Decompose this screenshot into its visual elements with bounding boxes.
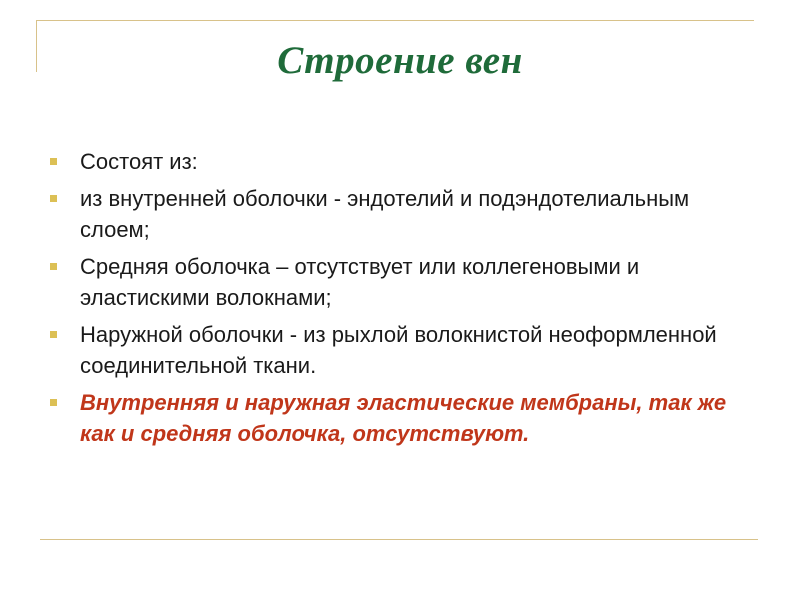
frame-bottom-line	[40, 539, 758, 540]
bullet-text: Средняя оболочка – отсутствует или коллегеновыми и эластискими волокнами;	[80, 254, 640, 310]
square-bullet-icon	[50, 331, 57, 338]
bullet-item	[50, 146, 750, 177]
square-bullet-icon	[50, 399, 57, 406]
bullet-text: Внутренняя и наружная эластические мембраны, так же как и средняя оболочка, отсутствуют.	[80, 390, 727, 446]
frame-top-line	[36, 20, 754, 21]
bullet-text: Состоят из:	[80, 149, 198, 174]
bullet-list	[50, 146, 750, 455]
bullet-text: Наружной оболочки - из рыхлой волокнистой неоформленной соединительной ткани.	[80, 322, 717, 378]
bullet-item	[50, 183, 750, 245]
bullet-text: из внутренней оболочки - эндотелий и подэндотелиальным слоем;	[80, 186, 690, 242]
bullet-item-emphasis	[50, 387, 750, 449]
bullet-item	[50, 319, 750, 381]
bullet-item	[50, 251, 750, 313]
square-bullet-icon	[50, 195, 57, 202]
square-bullet-icon	[50, 263, 57, 270]
slide-title: Строение вен	[277, 39, 523, 82]
square-bullet-icon	[50, 158, 57, 165]
